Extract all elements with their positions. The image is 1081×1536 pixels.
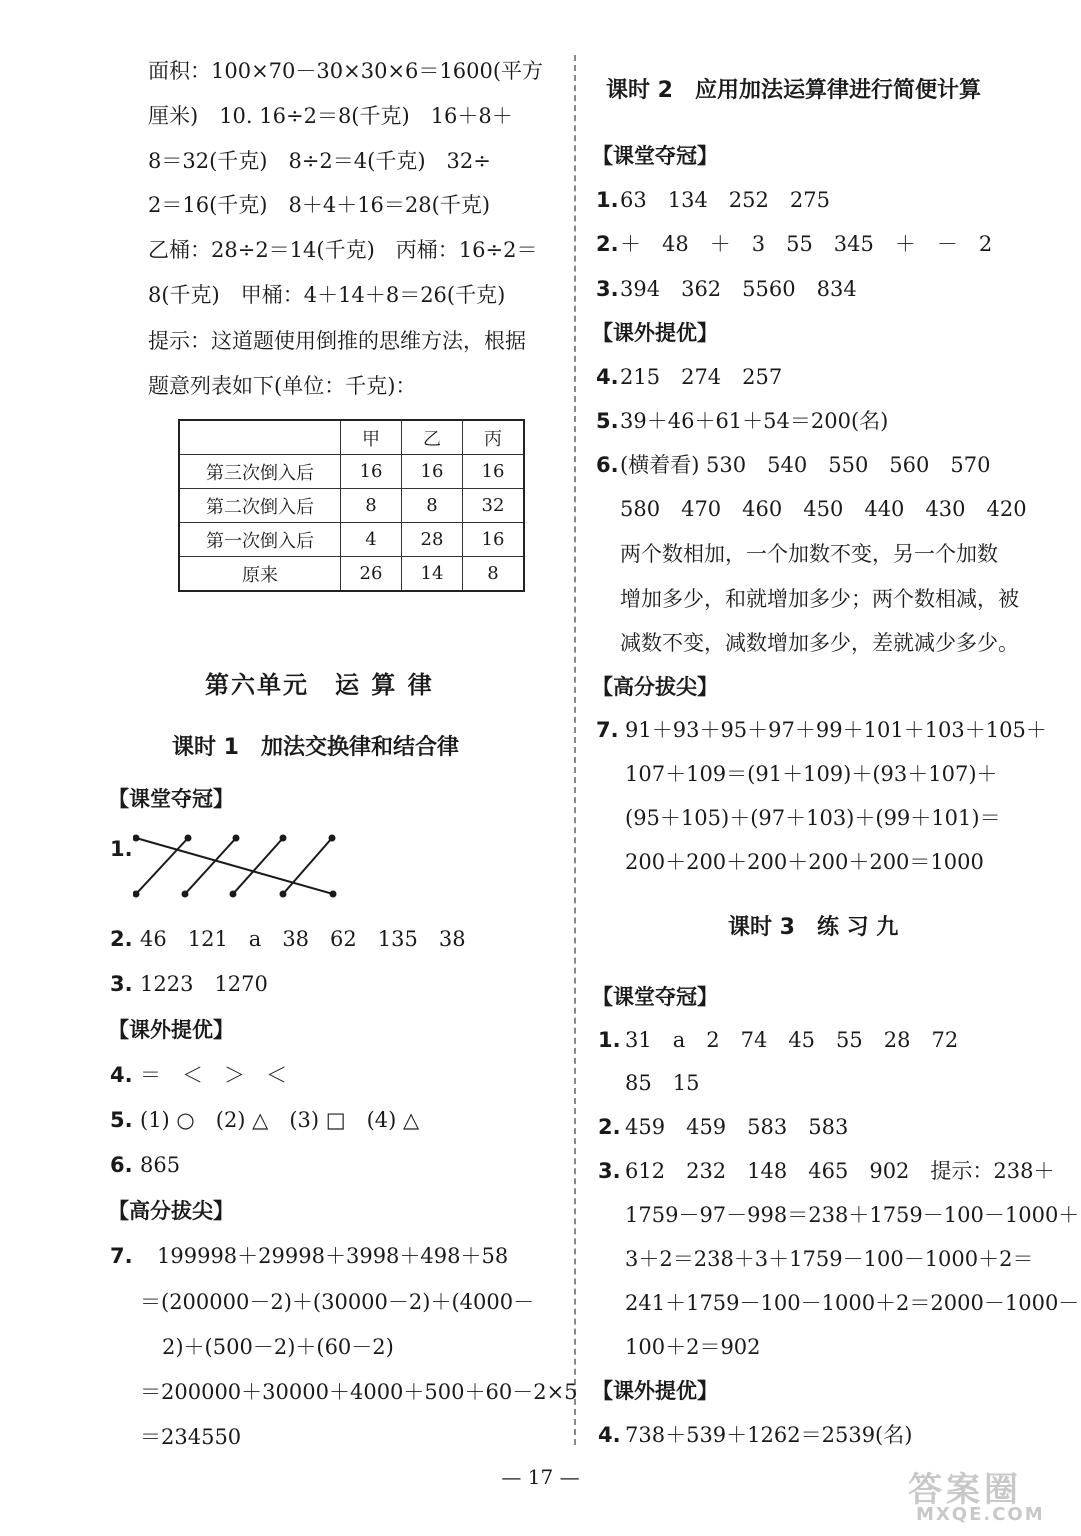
table-cell: 乙 <box>402 420 463 455</box>
section-label: 【课堂夺冠】 <box>592 985 718 1009</box>
table-row <box>179 557 524 592</box>
text-line: 8＝32(千克) 8÷2＝4(千克) 32÷ <box>148 149 491 173</box>
answer-line: ＋ 48 ＋ 3 55 345 ＋ － 2 <box>620 232 993 256</box>
text-line: 面积：100×70－30×30×6＝1600(平方 <box>148 59 544 83</box>
answer-line: (95＋105)＋(97＋103)＋(99＋101)＝ <box>625 806 1001 830</box>
answer-line: 1223 1270 <box>140 972 268 996</box>
question-number: 4. <box>598 1423 621 1447</box>
question-number: 3. <box>598 1159 621 1183</box>
table-header-row <box>179 420 524 455</box>
answer-line: 两个数相加，一个加数不变，另一个加数 <box>620 542 998 566</box>
match-line <box>136 838 333 894</box>
answer-line: 2)＋(500－2)＋(60－2) <box>162 1335 394 1359</box>
watermark-url: MXQE.COM <box>916 1504 1045 1525</box>
table-cell: 28 <box>402 523 463 557</box>
section-label: 【高分拔尖】 <box>592 675 718 699</box>
answer-line: 738＋539＋1262＝2539(名) <box>625 1423 913 1447</box>
table-cell: 4 <box>341 523 402 557</box>
table-cell: 14 <box>402 557 463 592</box>
table-cell: 26 <box>341 557 402 592</box>
table-cell: 第一次倒入后 <box>179 523 341 557</box>
question-number: 6. <box>596 453 619 477</box>
table-cell: 第三次倒入后 <box>179 455 341 489</box>
table-cell: 原来 <box>179 557 341 592</box>
answer-line: ＝234550 <box>140 1425 242 1449</box>
answer-line: 459 459 583 583 <box>625 1115 849 1139</box>
text-line: 乙桶：28÷2＝14(千克) 丙桶：16÷2＝ <box>148 238 538 262</box>
table-cell: 32 <box>463 489 525 523</box>
table-cell: 16 <box>463 455 525 489</box>
match-dot <box>185 835 192 842</box>
table-cell: 丙 <box>463 420 525 455</box>
match-dot <box>330 891 337 898</box>
answer-line: 199998＋29998＋3998＋498＋58 <box>157 1244 509 1268</box>
question-number: 2. <box>110 927 133 951</box>
lesson-title: 课时 3 练 习 九 <box>728 915 899 940</box>
answer-line: 1759－97－998＝238＋1759－100－1000＋ <box>625 1203 1080 1227</box>
answer-line: 241＋1759－100－1000＋2＝2000－1000－ <box>625 1291 1080 1315</box>
table-cell: 甲 <box>341 420 402 455</box>
match-line <box>185 838 236 894</box>
match-dot <box>280 835 287 842</box>
table-row <box>179 455 524 489</box>
match-line <box>233 838 283 894</box>
answer-line: ＝(200000－2)＋(30000－2)＋(4000－ <box>140 1290 535 1314</box>
match-dot <box>280 891 287 898</box>
question-number: 1. <box>110 837 133 861</box>
answer-line: 63 134 252 275 <box>620 188 830 212</box>
table-cell: 8 <box>402 489 463 523</box>
question-number: 7. <box>110 1244 133 1268</box>
answer-line: 394 362 5560 834 <box>620 277 857 301</box>
text-line: 厘米) 10. 16÷2＝8(千克) 16＋8＋ <box>148 104 513 128</box>
answer-line: 46 121 a 38 62 135 38 <box>140 927 466 951</box>
answer-line: (横着看) 530 540 550 560 570 <box>620 453 991 477</box>
answer-line: 215 274 257 <box>620 365 783 389</box>
watermark-text: 答案圈 <box>908 1470 1022 1510</box>
answer-line: 612 232 148 465 902 提示：238＋ <box>625 1159 1055 1183</box>
question-number: 2. <box>596 232 619 256</box>
table-row <box>179 489 524 523</box>
text-line: 2＝16(千克) 8＋4＋16＝28(千克) <box>148 193 491 217</box>
answer-line: 减数不变，减数增加多少，差就减少多少。 <box>620 631 1019 655</box>
match-dot <box>329 835 336 842</box>
unit-title: 第六单元 运 算 律 <box>205 671 434 699</box>
answer-line: 865 <box>140 1153 181 1177</box>
column-divider <box>574 55 576 1445</box>
table-cell: 16 <box>402 455 463 489</box>
text-line: 题意列表如下(单位：千克)： <box>148 374 417 398</box>
question-number: 1. <box>596 188 619 212</box>
section-label: 【课外提优】 <box>592 321 718 345</box>
answer-line: 580 470 460 450 440 430 420 <box>620 497 1027 521</box>
section-label: 【高分拔尖】 <box>108 1199 234 1223</box>
lesson-title: 课时 2 应用加法运算律进行简便计算 <box>606 78 981 103</box>
table-cell: 16 <box>463 523 525 557</box>
text-line: 8(千克) 甲桶：4＋14＋8＝26(千克) <box>148 283 506 307</box>
answer-line: 85 15 <box>625 1071 700 1095</box>
text-line: 提示：这道题使用倒推的思维方法，根据 <box>148 329 526 353</box>
match-dot <box>230 891 237 898</box>
answer-line: ＝200000＋30000＋4000＋500＋60－2×5 <box>140 1380 578 1404</box>
answer-line: 200＋200＋200＋200＋200＝1000 <box>625 850 984 874</box>
section-label: 【课堂夺冠】 <box>108 787 234 811</box>
question-number: 5. <box>596 409 619 433</box>
question-number: 5. <box>110 1108 133 1132</box>
question-number: 6. <box>110 1153 133 1177</box>
section-label: 【课堂夺冠】 <box>592 144 718 168</box>
answer-line: 31 a 2 74 45 55 28 72 <box>625 1028 959 1052</box>
answer-line: ＝ ＜ ＞ ＜ <box>140 1063 287 1087</box>
answer-line: 增加多少，和就增加多少；两个数相减，被 <box>620 587 1019 611</box>
table-cell: 第二次倒入后 <box>179 489 341 523</box>
section-label: 【课外提优】 <box>592 1379 718 1403</box>
question-number: 4. <box>596 365 619 389</box>
table-cell: 8 <box>463 557 525 592</box>
match-dot <box>182 891 189 898</box>
table-row <box>179 523 524 557</box>
question-number: 3. <box>596 277 619 301</box>
match-dot <box>133 835 140 842</box>
answer-line: 91＋93＋95＋97＋99＋101＋103＋105＋ <box>625 718 1047 742</box>
match-line <box>283 838 332 894</box>
answer-line: 39＋46＋61＋54＝200(名) <box>620 409 889 433</box>
pouring-table <box>178 419 525 592</box>
question-number: 4. <box>110 1063 133 1087</box>
answer-line: 3＋2＝238＋3＋1759－100－1000＋2＝ <box>625 1247 1034 1271</box>
question-number: 7. <box>596 718 619 742</box>
table-cell: 8 <box>341 489 402 523</box>
match-dot <box>233 835 240 842</box>
section-label: 【课外提优】 <box>108 1018 234 1042</box>
answer-line: 100＋2＝902 <box>625 1335 761 1359</box>
matching-lines-diagram <box>133 834 343 904</box>
page-number: — 17 — <box>501 1465 580 1489</box>
question-number: 3. <box>110 972 133 996</box>
question-number: 2. <box>598 1115 621 1139</box>
answer-line: 107＋109＝(91＋109)＋(93＋107)＋ <box>625 762 998 786</box>
table-cell: 16 <box>341 455 402 489</box>
table-cell <box>179 420 341 455</box>
answer-line: (1) ○ (2) △ (3) □ (4) △ <box>140 1108 420 1132</box>
watermark-logo <box>900 1462 1070 1532</box>
question-number: 1. <box>598 1028 621 1052</box>
lesson-title: 课时 1 加法交换律和结合律 <box>172 735 459 760</box>
